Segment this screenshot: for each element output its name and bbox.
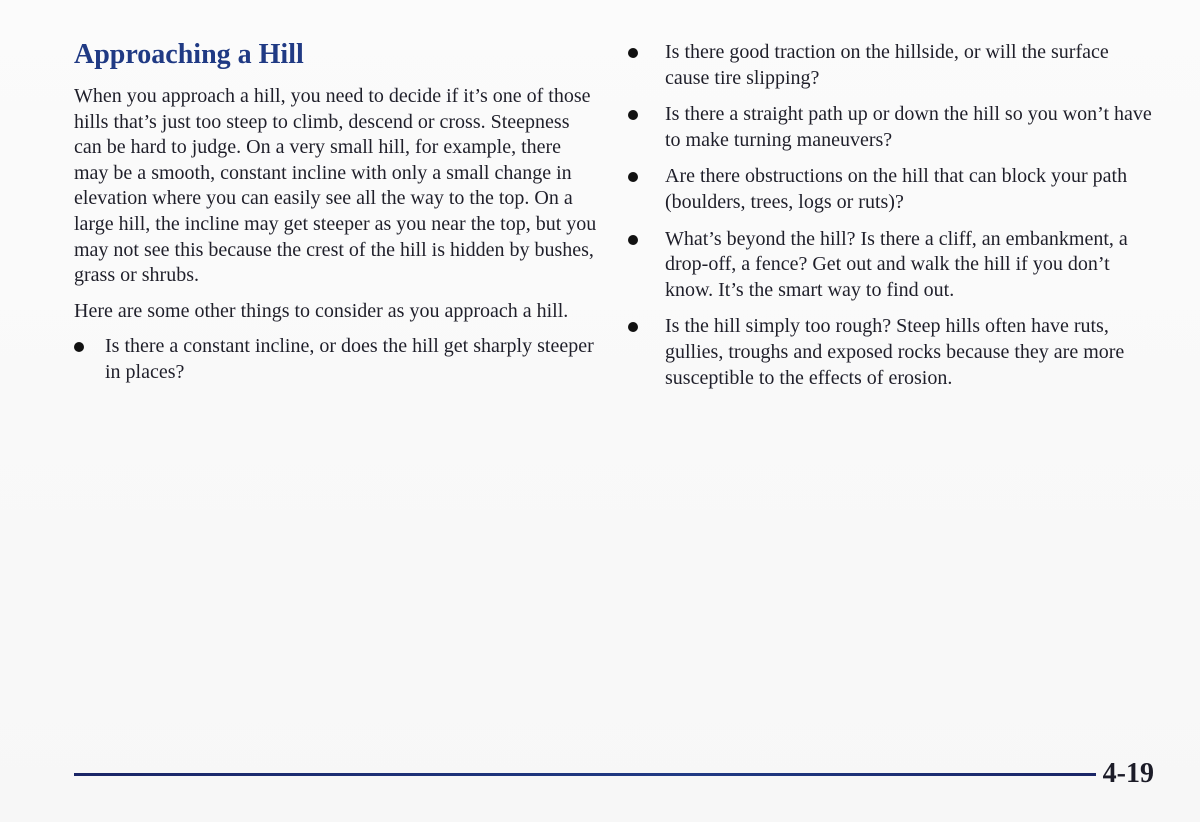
bullet-icon [74,342,84,352]
left-bullet-list [74,334,599,385]
bullet-icon [628,172,638,182]
list-item [628,40,1158,91]
list-item-text: Is there a constant incline, or does the hill get sharply steeper in places? [105,335,594,383]
right-column [628,40,1158,402]
right-bullet-list [628,40,1158,391]
list-item [628,164,1158,215]
bullet-icon [628,322,638,332]
intro-paragraph: When you approach a hill, you need to decide if it’s one of those hills that’s just too steep to climb, descend or cross. Steepness can be hard to judge. On a very small hill, for example, there may be a smooth, constant incline with only a small change in elevation where you can easily see all the way to the top. On a large hill, the incline may get steeper as you near the top, but you may not see this because the crest of the hill is hidden by bushes, grass or shrubs. [74,85,597,287]
page-number: 4-19 [1102,758,1154,789]
list-item-text: Are there obstructions on the hill that can block your path (boulders, trees, logs or ruts)? [665,165,1128,213]
section-title: Approaching a Hill [74,39,304,70]
consider-paragraph: Here are some other things to consider as you approach a hill. [74,299,569,322]
list-item-text: What’s beyond the hill? Is there a cliff, an embankment, a drop-off, a fence? Get out and walk the hill if you don’t know. It’s the smart way to find out. [665,227,1128,301]
list-item-text: Is the hill simply too rough? Steep hills often have ruts, gullies, troughs and exposed rocks because they are more susceptible to the effects of erosion. [665,315,1125,389]
list-item-text: Is there good traction on the hillside, or will the surface cause tire slipping? [665,41,1109,89]
bullet-icon [628,48,638,58]
list-item [628,227,1158,304]
list-item [628,314,1158,391]
bullet-icon [628,110,638,120]
list-item [628,102,1158,153]
bullet-icon [628,235,638,245]
list-item-text: Is there a straight path up or down the hill so you won’t have to make turning maneuvers? [665,103,1152,151]
footer-rule [74,773,1096,776]
left-column [74,38,599,397]
list-item [74,334,599,385]
